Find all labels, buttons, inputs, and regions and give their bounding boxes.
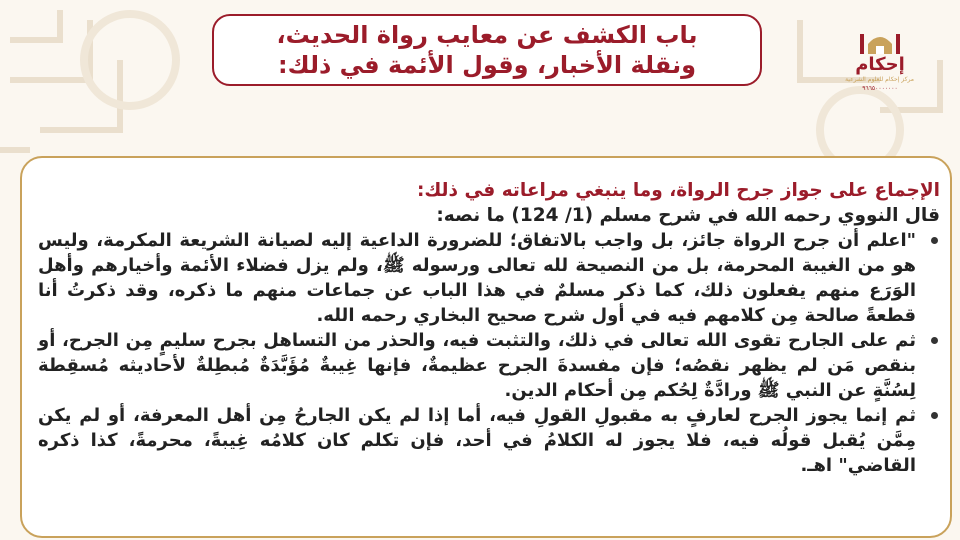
bullet-icon <box>931 237 938 244</box>
logo-number: ٩٦٦٥٠٠٠٠٠٠٠ <box>862 85 898 92</box>
logo-wordmark: إحكام <box>855 54 905 75</box>
bullet-text: ثم إنما يجوز الجرح لعارفٍ به مقبولِ القولِ فيه، أما إذا لم يكن الجارحُ مِن أهل المعرفة، أو لم يكن مِمَّن يُقبل قولُه فيه، فلا يجوز له الكلامُ في أحد، فإن تكلم كان كلامُه غِيبةً، محرمةً، كذا ذكره القاضي" اهـ. <box>38 405 916 476</box>
bullet-list <box>38 228 940 478</box>
bullet-item <box>38 403 916 478</box>
section-heading: الإجماع على جواز جرح الرواة، وما ينبغي مراعاته في ذلك: <box>416 180 940 201</box>
bullet-icon <box>931 412 938 419</box>
logo <box>846 24 914 96</box>
bullet-text: ثم على الجارح تقوى الله تعالى في ذلك، والتثبت فيه، والحذر من التساهل بجرح سليمٍ مِن الجرح، أو بنقص مَن لم يظهر نقصُه؛ فإن مفسدةَ الجرح عظيمةٌ، فإنها غِيبةٌ مُؤَبَّدَةٌ مُبطِلةٌ لأحاديثه مُسقِطة لِسُنَّةٍ عن النبي ﷺ ورادَّةٌ لِحُكم مِن أحكام الدين. <box>38 330 916 401</box>
title-box <box>212 14 762 86</box>
mosque-dome-icon <box>854 28 906 56</box>
bullet-icon <box>931 337 938 344</box>
title-line-1: باب الكشف عن معايب رواة الحديث، <box>276 21 698 49</box>
bullet-item <box>38 228 916 328</box>
intro-text: قال النووي رحمه الله في شرح مسلم (1/ 124) ما نصه: <box>436 205 940 226</box>
bullet-text: "اعلم أن جرح الرواة جائز، بل واجب بالاتفاق؛ للضرورة الداعية إليه لصيانة الشريعة المكرمة، وليس هو من الغيبة المحرمة، بل من النصيحة لله تعالى ورسوله ﷺ، ولم يزل فضلاء الأئمة وأخيارهم وأهل الوَرَع منهم يفعلون ذلك، كما ذكر مسلمٌ في هذا الباب عن جماعات منهم ما ذكره، وقد ذكرتُ أنا قطعةً صالحة مِن كلامهم فيه في أول شرح صحيح البخاري رحمه الله. <box>38 230 916 326</box>
title-line-2: ونقلة الأخبار، وقول الأئمة في ذلك: <box>278 51 696 79</box>
bullet-item <box>38 328 916 403</box>
content-box <box>20 156 952 538</box>
logo-subtitle: مركز إحكام للعلوم الشرعية <box>845 76 914 83</box>
